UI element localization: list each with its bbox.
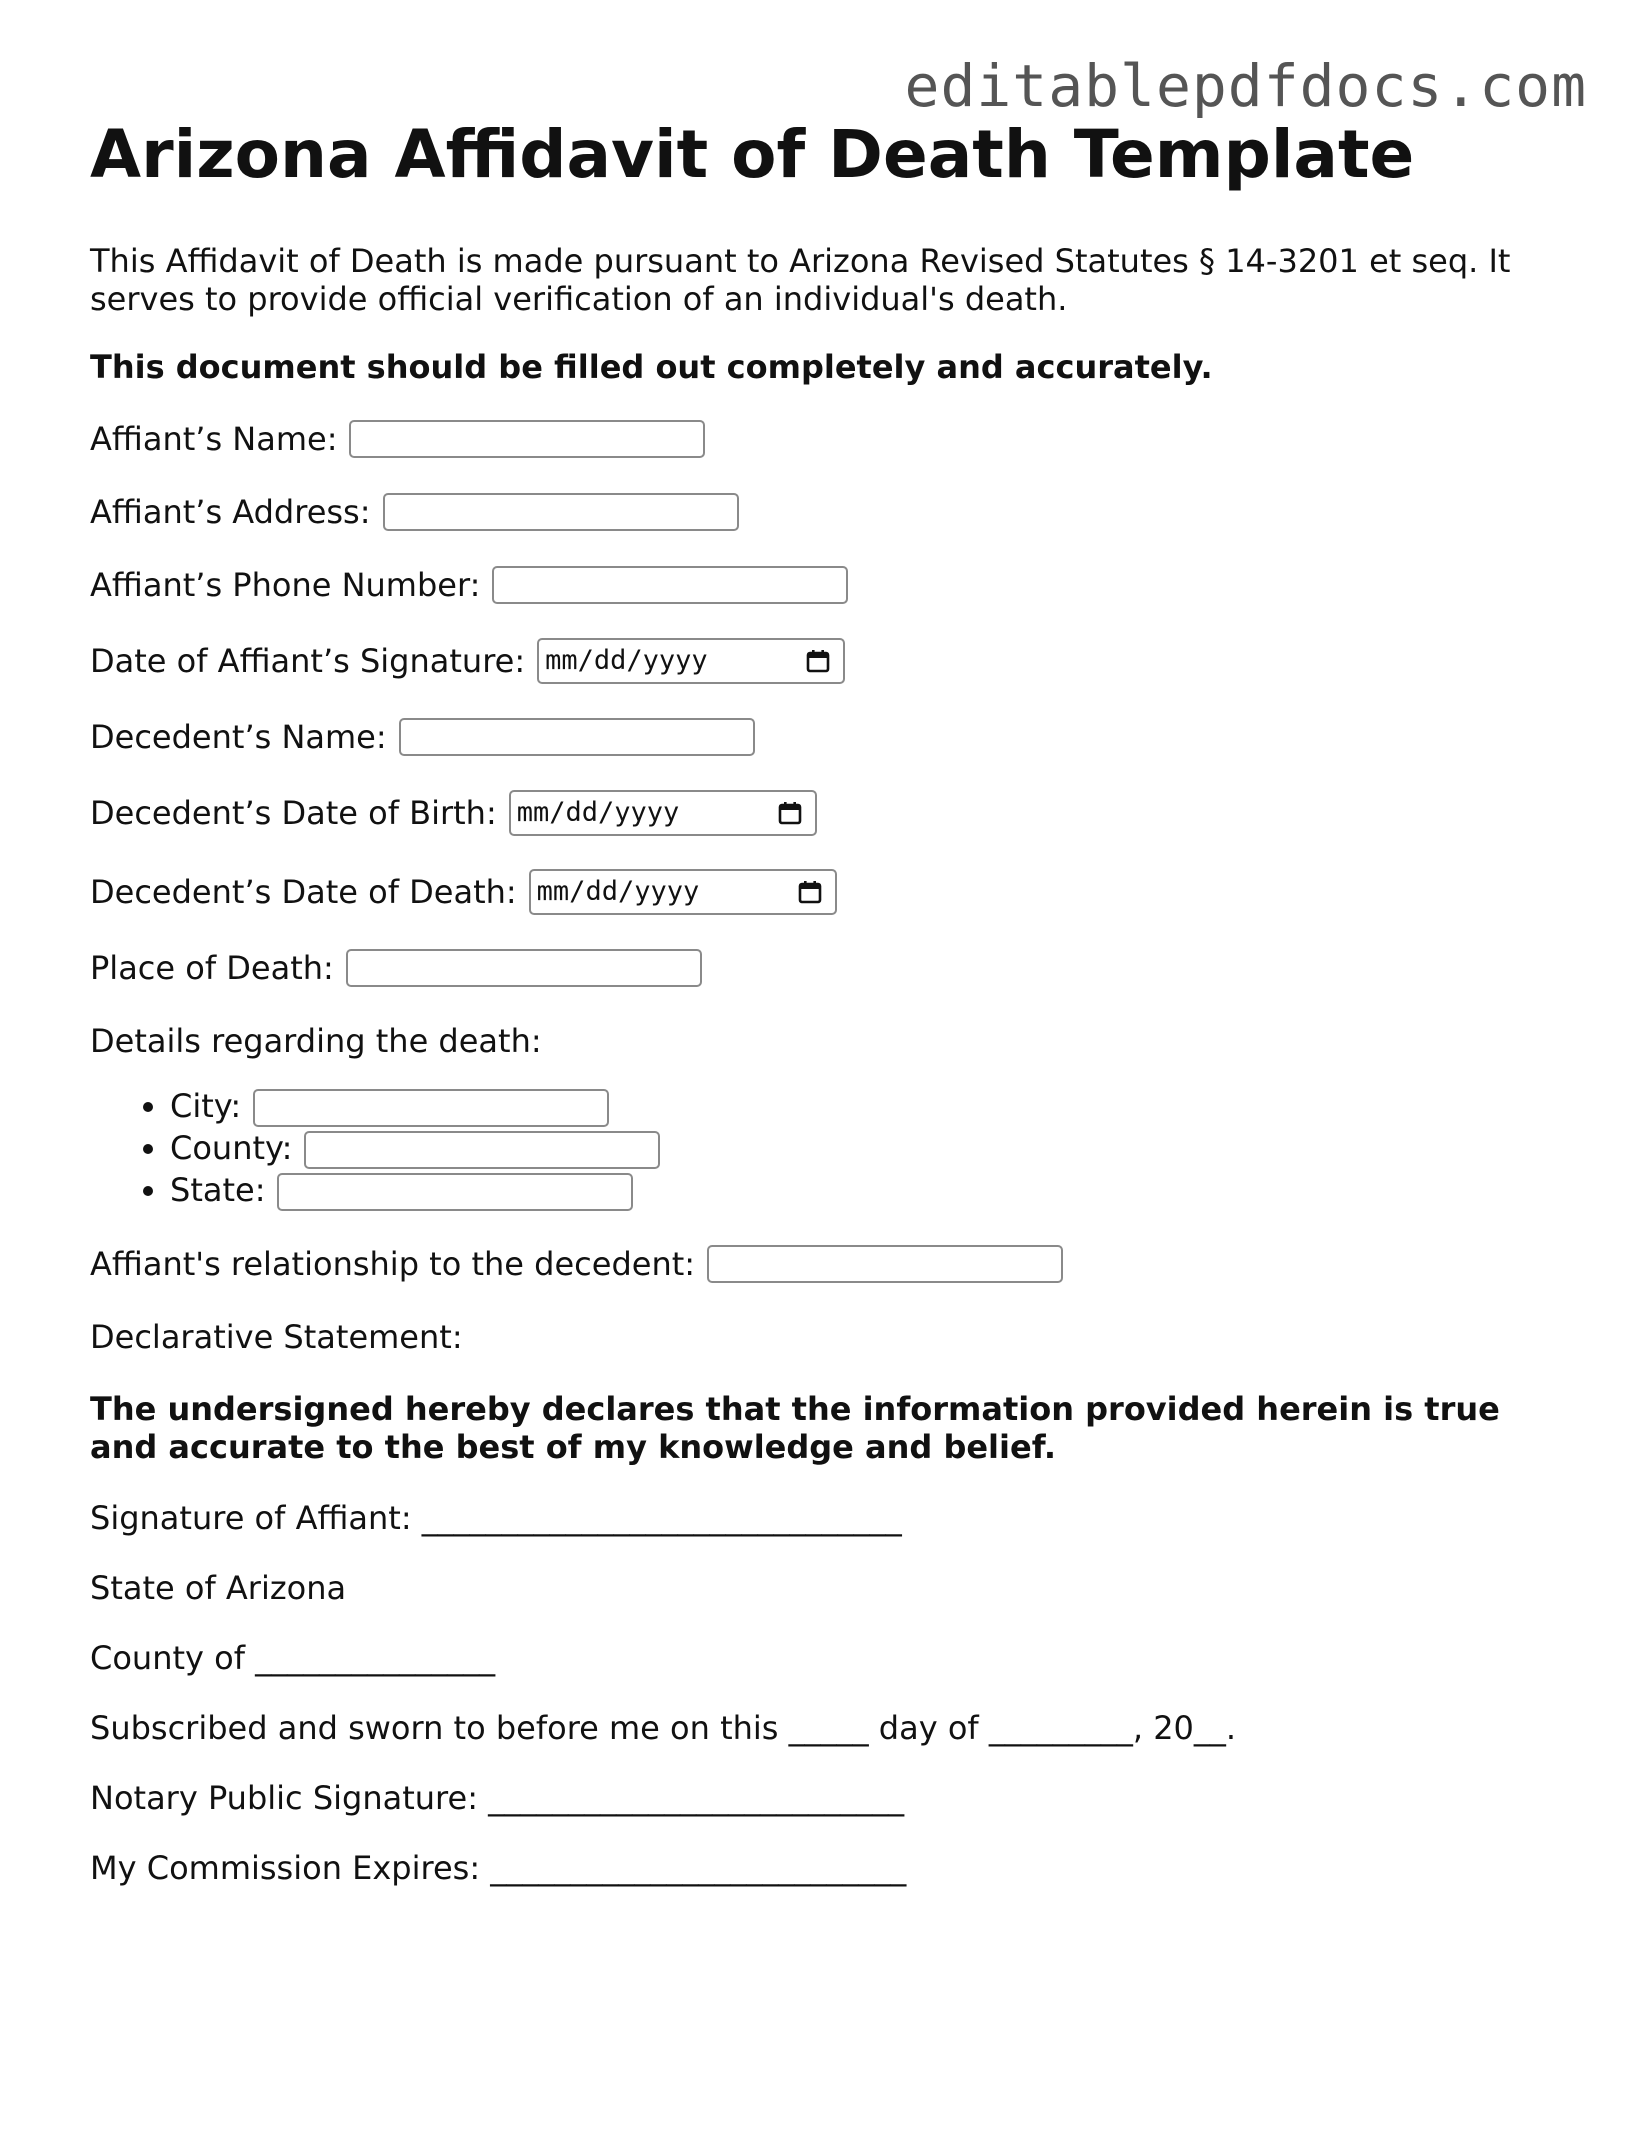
affiant-signature-date-input[interactable] [537,638,845,684]
affiant-phone-input[interactable] [492,566,848,604]
watermark: editablepdfdocs.com [904,52,1587,120]
affiant-name-row [90,419,1570,459]
affiant-address-label: Affiant’s Address: [90,493,371,531]
county-label: County: [170,1129,293,1167]
notary-signature-line: Notary Public Signature: __________________________ [90,1779,905,1817]
decedent-name-row [90,717,1570,757]
commission-expires-line: My Commission Expires: __________________________ [90,1849,907,1887]
affiant-name-input[interactable] [349,420,705,458]
details-heading: Details regarding the death: [90,1022,542,1060]
sworn-line: Subscribed and sworn to before me on this _____ day of _________, 20__. [90,1709,1237,1747]
decedent-dod-input[interactable] [529,869,837,915]
calendar-icon[interactable] [805,648,831,674]
city-label: City: [170,1087,242,1125]
county-input[interactable] [304,1131,660,1169]
place-of-death-label: Place of Death: [90,949,334,987]
intro-paragraph: This Affidavit of Death is made pursuant to Arizona Revised Statutes § 14-3201 et seq. It serves to provide official verification of an individual's death. [90,242,1511,318]
date-placeholder: mm/dd/yyyy [516,797,680,828]
decedent-dob-row [90,790,1570,836]
state-line: State of Arizona [90,1569,347,1607]
city-input[interactable] [253,1089,609,1127]
affiant-address-row [90,492,1570,532]
list-item [170,1127,1570,1169]
decedent-dob-input[interactable] [509,790,817,836]
relationship-input[interactable] [707,1245,1063,1283]
affiant-signature-date-label: Date of Affiant’s Signature: [90,642,526,680]
affiant-signature-date-row [90,638,1570,684]
declarative-heading: Declarative Statement: [90,1318,463,1356]
decedent-dod-row [90,869,1570,915]
page-title: Arizona Affidavit of Death Template [90,116,1415,193]
declaration-text: The undersigned hereby declares that the information provided herein is true and accurate to the best of my knowledge and belief. [90,1390,1500,1466]
list-item [170,1085,1570,1127]
list-item [170,1169,1570,1211]
details-list [90,1085,1570,1211]
place-of-death-row [90,948,1570,988]
document-page [90,110,1570,1888]
calendar-icon[interactable] [777,800,803,826]
state-input[interactable] [277,1173,633,1211]
county-line: County of _______________ [90,1639,496,1677]
decedent-dob-label: Decedent’s Date of Birth: [90,794,497,832]
date-placeholder: mm/dd/yyyy [536,876,700,907]
instruction-text: This document should be filled out completely and accurately. [90,348,1213,386]
affiant-name-label: Affiant’s Name: [90,420,338,458]
state-label: State: [170,1171,266,1209]
relationship-label: Affiant's relationship to the decedent: [90,1245,696,1283]
affiant-signature-line: Signature of Affiant: ______________________________ [90,1499,902,1537]
affiant-address-input[interactable] [383,493,739,531]
relationship-row [90,1244,1570,1284]
place-of-death-input[interactable] [346,949,702,987]
affiant-phone-label: Affiant’s Phone Number: [90,566,481,604]
decedent-name-label: Decedent’s Name: [90,718,387,756]
calendar-icon[interactable] [797,879,823,905]
date-placeholder: mm/dd/yyyy [545,645,708,676]
decedent-name-input[interactable] [399,718,755,756]
affiant-phone-row [90,565,1570,605]
decedent-dod-label: Decedent’s Date of Death: [90,873,517,911]
